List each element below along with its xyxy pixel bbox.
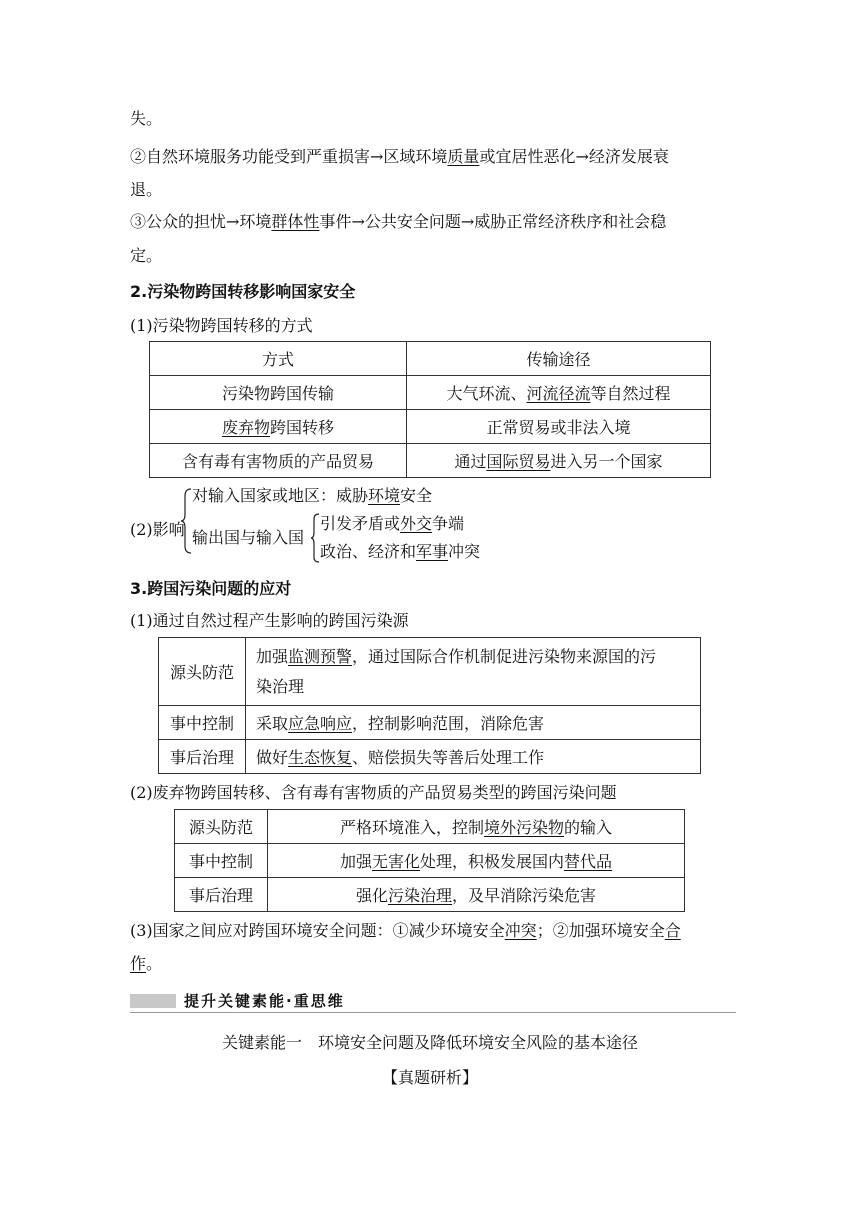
transfer-table xyxy=(149,341,711,478)
table-cell: 加强无害化处理，积极发展国内替代品 xyxy=(268,844,685,878)
table-cell: 通过国际贸易进入另一个国家 xyxy=(407,444,711,478)
table-cell: 采取应急响应，控制影响范围，消除危害 xyxy=(246,706,701,740)
text-line: ③公众的担忧→环境群体性事件→公共安全问题→威胁正常经济秩序和社会稳 xyxy=(130,212,667,231)
table-cell: 含有毒有害物质的产品贸易 xyxy=(150,444,407,478)
impact-item: 输出国与输入国 xyxy=(192,528,305,547)
text-line: 失。 xyxy=(130,109,163,128)
table-cell: 严格环境准入，控制境外污染物的输入 xyxy=(268,810,685,844)
text-line: 作。 xyxy=(130,954,163,973)
table-row xyxy=(150,376,711,410)
impact-subitem: 引发矛盾或外交争端 xyxy=(320,514,465,533)
subheading: (2)废弃物跨国转移、含有毒有害物质的产品贸易类型的跨国污染问题 xyxy=(130,783,617,802)
brace-icon xyxy=(180,488,192,554)
table-key: 事中控制 xyxy=(159,706,246,740)
impact-item: 对输入国家或地区：威胁环境安全 xyxy=(192,486,433,505)
brace-icon xyxy=(310,513,320,563)
table-row xyxy=(175,844,685,878)
text-line: (3)国家之间应对跨国环境安全问题：①减少环境安全冲突；②加强环境安全合 xyxy=(130,921,681,940)
table-row xyxy=(159,706,701,740)
subheading: (1)污染物跨国转移的方式 xyxy=(130,316,313,335)
response-table-2 xyxy=(174,809,685,912)
text-line: 定。 xyxy=(130,246,163,265)
impact-label: (2)影响 xyxy=(130,520,185,539)
table-key: 事中控制 xyxy=(175,844,268,878)
response-table-1 xyxy=(158,637,701,774)
table-key: 源头防范 xyxy=(159,638,246,706)
table-row xyxy=(150,410,711,444)
table-row xyxy=(175,878,685,912)
text-line: 退。 xyxy=(130,180,163,199)
table-cell: 强化污染治理，及早消除污染危害 xyxy=(268,878,685,912)
table-cell: 污染物跨国传输 xyxy=(150,376,407,410)
table-cell: 做好生态恢复、赔偿损失等善后处理工作 xyxy=(246,740,701,774)
table-key: 源头防范 xyxy=(175,810,268,844)
table-key: 事后治理 xyxy=(175,878,268,912)
table-cell: 废弃物跨国转移 xyxy=(150,410,407,444)
table-row xyxy=(159,638,701,706)
table-cell: 正常贸易或非法入境 xyxy=(407,410,711,444)
tag-label: 【真题研析】 xyxy=(381,1068,478,1087)
table-header-row xyxy=(150,342,711,376)
section-rule xyxy=(130,1012,736,1013)
table-row xyxy=(150,444,711,478)
table-key: 事后治理 xyxy=(159,740,246,774)
table-row xyxy=(175,810,685,844)
section-title: 提升关键素能·重思维 xyxy=(184,992,345,1010)
section-bar xyxy=(130,994,176,1008)
table-header: 方式 xyxy=(150,342,407,376)
subheading: (1)通过自然过程产生影响的跨国污染源 xyxy=(130,611,409,630)
section-heading: 3.跨国污染问题的应对 xyxy=(130,579,292,598)
impact-subitem: 政治、经济和军事冲突 xyxy=(320,542,481,561)
text-line: ②自然环境服务功能受到严重损害→区域环境质量或宜居性恶化→经济发展衰 xyxy=(130,147,669,166)
table-row xyxy=(159,740,701,774)
table-header: 传输途径 xyxy=(407,342,711,376)
subsection-title: 关键素能一 环境安全问题及降低环境安全风险的基本途径 xyxy=(221,1033,638,1052)
table-cell: 大气环流、河流径流等自然过程 xyxy=(407,376,711,410)
section-heading: 2.污染物跨国转移影响国家安全 xyxy=(130,282,356,301)
table-cell: 加强监测预警，通过国际合作机制促进污染物来源国的污 染治理 xyxy=(246,638,701,706)
